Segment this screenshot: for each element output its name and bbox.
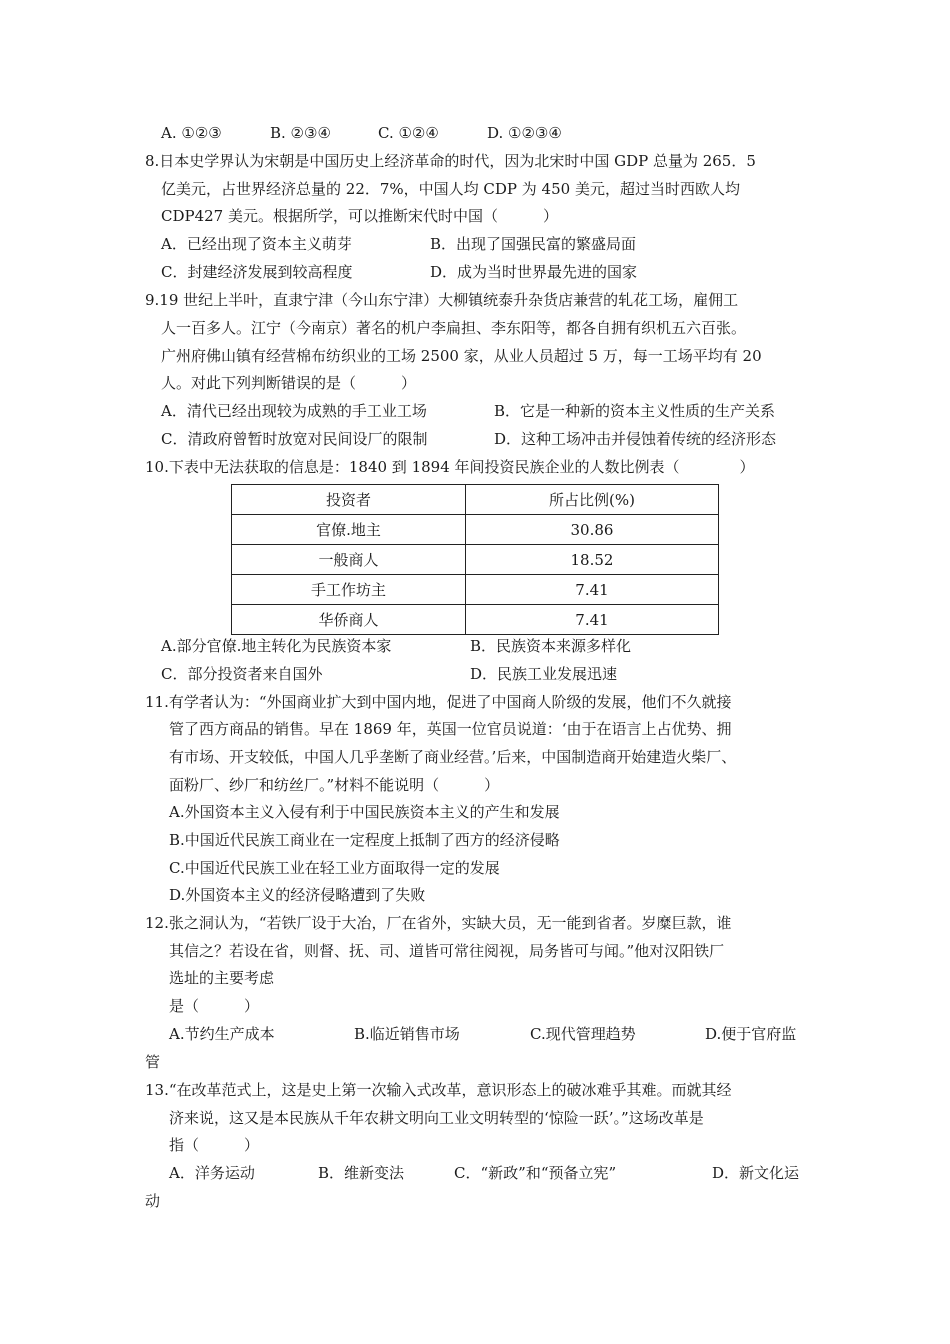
- q7-option-d: D. ①②③④: [487, 124, 562, 142]
- q13-option-d-wrap: 动: [145, 1192, 161, 1210]
- q11-option-a: A.外国资本主义入侵有利于中国民族资本主义的产生和发展: [169, 803, 560, 821]
- q13-option-a: A．洋务运动: [169, 1164, 255, 1182]
- q9-stem-line: 人一百多人。江宁（今南京）著名的机户李扁担、李东阳等，都各自拥有织机五六百张。: [161, 319, 747, 337]
- q9-option-b: B．它是一种新的资本主义性质的生产关系: [494, 402, 776, 420]
- q13-option-c: C．“新政”和“预备立宪”: [454, 1164, 617, 1182]
- q9-stem-line: 9.19 世纪上半叶，直隶宁津（今山东宁津）大柳镇统泰升杂货店兼营的轧花工场，雇佣工: [145, 291, 739, 309]
- q12-option-a: A.节约生产成本: [169, 1025, 275, 1043]
- q10-option-b: B．民族资本来源多样化: [470, 637, 632, 655]
- table-row: [232, 575, 719, 605]
- q12-stem-line: 选址的主要考虑: [169, 969, 275, 987]
- table-row: [232, 605, 719, 635]
- table-cell: 华侨商人: [232, 605, 466, 635]
- q9-option-c: C．清政府曾暂时放宽对民间设厂的限制: [161, 430, 428, 448]
- q11-option-b: B.中国近代民族工商业在一定程度上抵制了西方的经济侵略: [169, 831, 560, 849]
- table-row: [232, 515, 719, 545]
- q10-option-a: A.部分官僚.地主转化为民族资本家: [161, 637, 392, 655]
- q12-option-c: C.现代管理趋势: [530, 1025, 636, 1043]
- table-cell: 一般商人: [232, 545, 466, 575]
- q11-stem-line: 有市场、开支较低，中国人几乎垄断了商业经营。’后来，中国制造商开始建造火柴厂、: [169, 748, 737, 766]
- q9-stem-line: 人。对此下列判断错误的是（ ）: [161, 374, 417, 392]
- q10-option-c: C．部分投资者来自国外: [161, 665, 323, 683]
- q8-option-c: C．封建经济发展到较高程度: [161, 263, 353, 281]
- q11-stem-line: 管了西方商品的销售。早在 1869 年，英国一位官员说道：‘由于在语言上占优势、拥: [169, 720, 732, 738]
- table-cell: 18.52: [466, 545, 719, 575]
- q12-stem-line: 是（ ）: [169, 997, 260, 1015]
- table-cell: 30.86: [466, 515, 719, 545]
- q12-option-b: B.临近销售市场: [354, 1025, 460, 1043]
- q10-option-d: D．民族工业发展迅速: [470, 665, 618, 683]
- q12-stem-line: 12.张之洞认为，“若铁厂设于大冶，厂在省外，实缺大员，无一能到省者。岁糜巨款，谁: [145, 914, 732, 932]
- q11-option-c: C.中国近代民族工业在轻工业方面取得一定的发展: [169, 859, 500, 877]
- q8-option-a: A．已经出现了资本主义萌芽: [161, 235, 352, 253]
- q13-stem-line: 指（ ）: [169, 1136, 260, 1154]
- q8-stem-line: 8.日本史学界认为宋朝是中国历史上经济革命的时代，因为北宋时中国 GDP 总量为 265．5: [145, 152, 756, 170]
- table-header-row: [232, 485, 719, 515]
- q8-stem-line: 亿美元，占世界经济总量的 22．7%，中国人均 CDP 为 450 美元，超过当时西欧人均: [161, 180, 740, 198]
- q12-option-d: D.便于官府监: [705, 1025, 797, 1043]
- table-cell: 手工作坊主: [232, 575, 466, 605]
- table-header-cell: 所占比例(%): [466, 485, 719, 515]
- investor-ratio-table: [231, 484, 719, 635]
- q10-stem: 10.下表中无法获取的信息是：1840 到 1894 年间投资民族企业的人数比例表（ ）: [145, 458, 755, 476]
- q7-option-c: C. ①②④: [378, 124, 439, 142]
- table-header-cell: 投资者: [232, 485, 466, 515]
- q11-option-d: D.外国资本主义的经济侵略遭到了失败: [169, 886, 426, 904]
- table-cell: 官僚.地主: [232, 515, 466, 545]
- q7-option-b: B. ②③④: [270, 124, 331, 142]
- q9-option-a: A．清代已经出现较为成熟的手工业工场: [161, 402, 427, 420]
- q13-stem-line: 济来说，这又是本民族从千年农耕文明向工业文明转型的‘惊险一跃’。”这场改革是: [169, 1109, 704, 1127]
- q8-option-b: B．出现了国强民富的繁盛局面: [430, 235, 637, 253]
- q7-option-a: A. ①②③: [161, 124, 222, 142]
- q9-option-d: D．这种工场冲击并侵蚀着传统的经济形态: [494, 430, 777, 448]
- q12-option-d-wrap: 管: [145, 1053, 161, 1071]
- q11-stem-line: 11.有学者认为：“外国商业扩大到中国内地，促进了中国商人阶级的发展，他们不久就接: [145, 693, 732, 711]
- q8-stem-line: CDP427 美元。根据所学，可以推断宋代时中国（ ）: [161, 207, 558, 225]
- q13-option-d: D．新文化运: [712, 1164, 800, 1182]
- table-row: [232, 545, 719, 575]
- table-cell: 7.41: [466, 605, 719, 635]
- q8-option-d: D．成为当时世界最先进的国家: [430, 263, 638, 281]
- q13-stem-line: 13.“在改革范式上，这是史上第一次输入式改革，意识形态上的破冰难乎其难。而就其经: [145, 1081, 732, 1099]
- q11-stem-line: 面粉厂、纱厂和纺丝厂。”材料不能说明（ ）: [169, 776, 500, 794]
- table-cell: 7.41: [466, 575, 719, 605]
- q12-stem-line: 其信之？若设在省，则督、抚、司、道皆可常往阅视，局务皆可与闻。”他对汉阳铁厂: [169, 942, 725, 960]
- q13-option-b: B．维新变法: [318, 1164, 405, 1182]
- q9-stem-line: 广州府佛山镇有经营棉布纺织业的工场 2500 家，从业人员超过 5 万，每一工场平均有 20: [161, 347, 762, 365]
